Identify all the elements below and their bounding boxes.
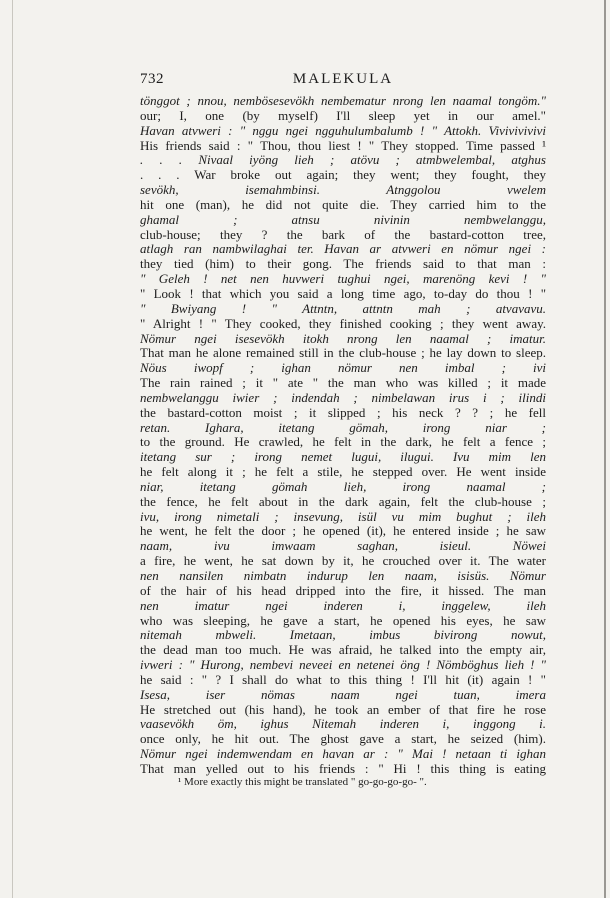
native-text-line: nembwelanggu iwier ; indendah ; nimbelawan irus i ; ilindi <box>140 390 546 405</box>
native-text-line: Nömur ngei isesevökh itokh nrong len naamal ; imatur. <box>140 331 546 346</box>
page-edge-left <box>12 0 13 898</box>
english-gloss-line: " Look ! that which you said a long time ago, to-day do thou ! " <box>140 286 546 301</box>
native-text-line: niar, itetang gömah lieh, irong naamal ; <box>140 479 546 494</box>
english-gloss-line: That man he alone remained still in the club-house ; he lay down to sleep. <box>140 346 546 361</box>
english-gloss-line: he said : " ? I shall do what to this thing ! I'll hit (it) again ! " <box>140 672 546 687</box>
english-gloss-line: who was sleeping, he gave a start, he opened his eyes, he saw <box>140 613 546 628</box>
native-text-line: retan. Ighara, itetang gömah, irong niar ; <box>140 420 546 435</box>
native-text-line: Nömur ngei indemwendam en havan ar : " Mai ! netaan ti ighan <box>140 747 546 762</box>
english-gloss-line: the dead man too much. He was afraid, he talked into the empty air, <box>140 643 546 658</box>
english-gloss-line: a fire, he went, he sat down by it, he crouched over it. The water <box>140 554 546 569</box>
native-text-line: nen imatur ngei inderen i, inggelew, ileh <box>140 598 546 613</box>
english-gloss-line: he went, he felt the door ; he opened (it), he entered inside ; he saw <box>140 524 546 539</box>
english-gloss-line: the bastard-cotton moist ; it slipped ; his neck ? ? ; he fell <box>140 405 546 420</box>
native-text-line: Havan atvweri : " nggu ngei ngguhulumbalumb ! " Attokh. Vivivivivivi <box>140 123 546 138</box>
footnote: ¹ More exactly this might be translated " go-go-go-go- ". <box>178 776 427 788</box>
native-text-line: ivweri : " Hurong, nembevi neveei en netenei öng ! Nömböghus lieh ! " <box>140 658 546 673</box>
english-gloss-line: . . . War broke out again; they went; they fought, they <box>140 168 546 183</box>
native-text-line: " Bwiyang ! " Attntn, attntn mah ; atvavavu. <box>140 301 546 316</box>
native-text-line: Nöus iwopf ; ighan nömur nen imbal ; ivi <box>140 361 546 376</box>
english-gloss-line: That man yelled out to his friends : " Hi ! this thing is eating <box>140 761 546 776</box>
running-head: MALEKULA <box>292 71 394 87</box>
english-gloss-line: He stretched out (his hand), he took an ember of that fire he rose <box>140 702 546 717</box>
native-text-line: " Geleh ! net nen huvweri tughui ngei, marenöng kevi ! " <box>140 272 546 287</box>
native-text-line: atlagh ran nambwilaghai ter. Havan ar atvweri en nömur ngei : <box>140 242 546 257</box>
english-gloss-line: our; I, one (by myself) I'll sleep yet in our amel." <box>140 108 546 123</box>
native-text-line: vaasevökh öm, ighus Nitemah inderen i, inggong i. <box>140 717 546 732</box>
english-gloss-line: they tied (him) to their gong. The friends said to that man : <box>140 257 546 272</box>
english-gloss-line: hit one (man), he did not quite die. They carried him to the <box>140 197 546 212</box>
english-gloss-line: the fence, he felt about in the dark again, felt the club-house ; <box>140 494 546 509</box>
english-gloss-line: to the ground. He crawled, he felt in the dark, he felt a fence ; <box>140 435 546 450</box>
english-gloss-line: His friends said : " Thou, thou liest ! " They stopped. Time passed ¹ <box>140 138 546 153</box>
native-text-line: nen nansilen nimbatn indurup len naam, isisüs. Nömur <box>140 569 546 583</box>
english-gloss-line: once only, he hit out. The ghost gave a start, he seized (him). <box>140 732 546 747</box>
native-text-line: tönggot ; nnou, nembösesevökh nembematur nrong len naamal tongöm." <box>140 94 546 108</box>
native-text-line: Isesa, iser nömas naam ngei tuan, imera <box>140 687 546 702</box>
native-text-line: naam, ivu imwaam saghan, isieul. Nöwei <box>140 539 546 554</box>
page-header <box>140 71 546 91</box>
page-number: 732 <box>140 71 164 87</box>
native-text-line: ghamal ; atnsu nivinin nembwelanggu, <box>140 212 546 227</box>
english-gloss-line: The rain rained ; it " ate " the man who was killed ; it made <box>140 376 546 391</box>
native-text-line: . . . Nivaal iyöng lieh ; atövu ; atmbwelembal, atghus <box>140 153 546 168</box>
english-gloss-line: club-house; they ? the bark of the bastard-cotton tree, <box>140 227 546 242</box>
page-edge-right <box>604 0 606 898</box>
native-text-line: sevökh, isemahmbinsi. Atnggolou vwelem <box>140 183 546 198</box>
native-text-line: ivu, irong nimetali ; insevung, isül vu mim bughut ; ileh <box>140 509 546 524</box>
english-gloss-line: of the hair of his head dripped into the fire, it hissed. The man <box>140 583 546 598</box>
native-text-line: itetang sur ; irong nemet lugui, ilugui. Ivu mim len <box>140 450 546 465</box>
native-text-line: nitemah mbweli. Imetaan, imbus bivirong nowut, <box>140 628 546 643</box>
english-gloss-line: " Alright ! " They cooked, they finished cooking ; they went away. <box>140 316 546 331</box>
interlinear-text <box>140 94 546 777</box>
english-gloss-line: he felt along it ; he felt a stile, he stepped over. He went inside <box>140 465 546 480</box>
